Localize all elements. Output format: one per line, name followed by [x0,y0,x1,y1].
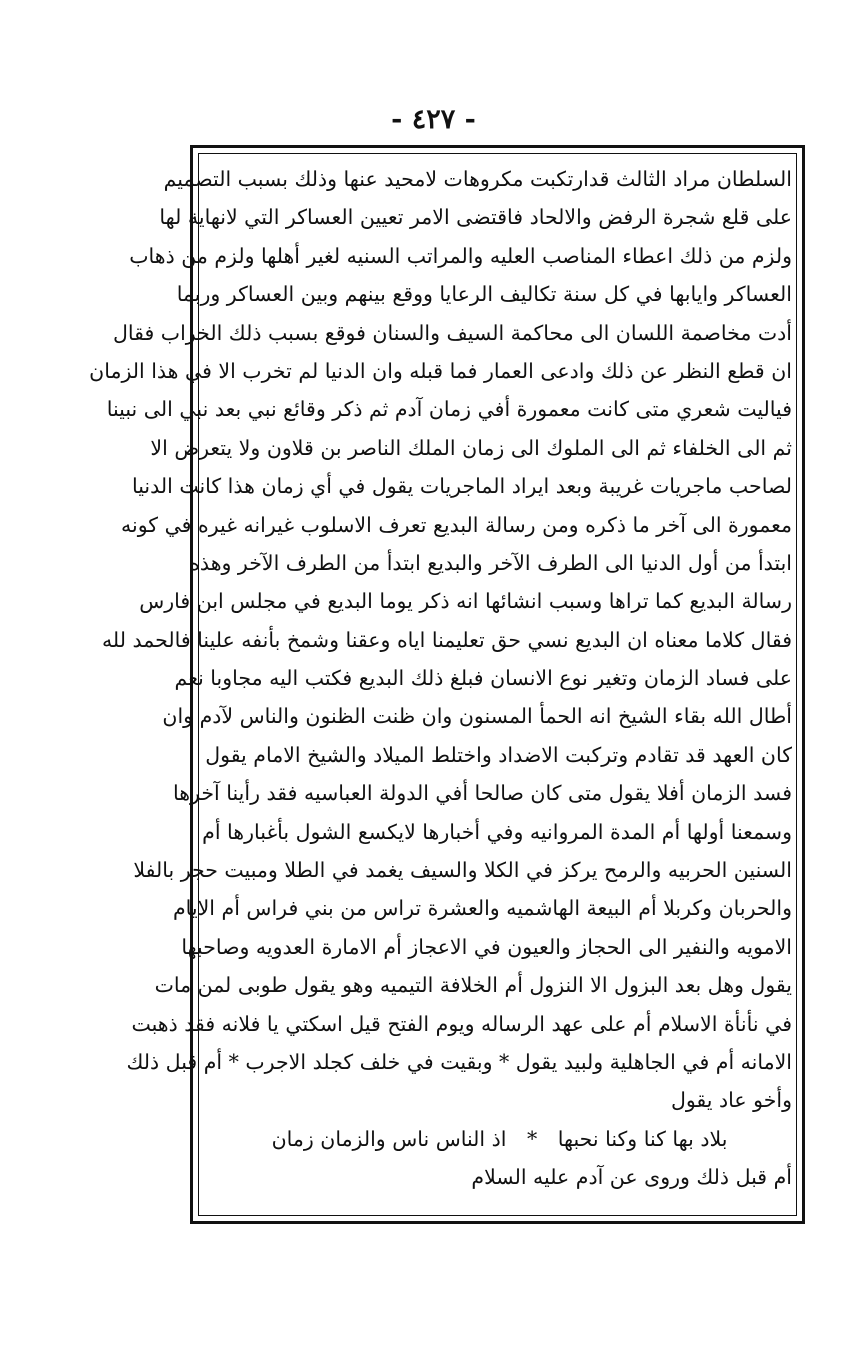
text-line: معمورة الى آخر ما ذكره ومن رسالة البديع تعرف الاسلوب غيرانه غيره في كونه [121,512,792,537]
text-line: والحربان وكربلا أم البيعة الهاشميه والعشرة تراس من بني فراس أم الايام [172,896,792,921]
text-line: ولزم من ذلك اعطاء المناصب العليه والمراتب السنيه لغير أهلها ولزم من ذهاب [129,243,792,268]
text-line: العساكر وايابها في كل سنة تكاليف الرعايا ووقع بينهم وبين العساكر وربما [176,282,792,307]
text-line: أطال الله بقاء الشيخ انه الحمأ المسنون وان ظنت الظنون والناس لآدم وان [162,704,792,729]
text-line: كان العهد قد تقادم وتركبت الاضداد واختلط الميلاد والشيخ الامام يقول [205,742,792,767]
text-line: الامويه والنفير الى الحجاز والعيون في الاعجاز أم الامارة العدويه وصاحبها [181,934,792,959]
text-line: أدت مخاصمة اللسان الى محاكمة السيف والسنان فوقع بسبب ذلك الخراب فقال [112,320,792,345]
text-line: وسمعنا أولها أم المدة المروانيه وفي أخبارها لايكسع الشول بأغبارها أم [202,819,792,844]
text-line: يقول وهل بعد البزول الا النزول أم الخلافة التيميه وهو يقول طوبى لمن مات [154,973,792,998]
last-line: أم قبل ذلك وروى عن آدم عليه السلام [471,1165,792,1190]
text-line: لصاحب ماجريات غريبة وبعد ايراد الماجريات يقول في أي زمان هذا كانت الدنيا [131,474,792,499]
text-line: فقال كلاما معناه ان البديع نسي حق تعليمنا اياه وعقنا وشمخ بأنفه علينا فالحمد لله [101,627,792,652]
text-line: السلطان مراد الثالث قدارتكبت مكروهات لامحيد عنها وذلك بسبب التصميم [163,167,792,191]
verse-hemistich-right: بلاد بها كنا وكنا نحبها [557,1126,728,1151]
text-line: الامانه أم في الجاهلية ولبيد يقول * وبقيت في خلف كجلد الاجرب * أم قبل ذلك [126,1049,792,1074]
text-line: وأخو عاد يقول [670,1088,792,1113]
text-line: رسالة البديع كما تراها وسبب انشائها انه ذكر يوما البديع في مجلس ابن فارس [139,589,792,614]
text-line: في نأنأة الاسلام أم على عهد الرساله ويوم الفتح قيل اسكتي يا فلانه فقد ذهبت [131,1011,792,1036]
verse-line [207,1120,792,1158]
page-number: - ٤٢٧ - [391,104,476,135]
text-line: فياليت شعري متى كانت معمورة أفي زمان آدم ثم ذكر وقائع نبي بعد نبي الى نبينا [106,397,792,422]
body-text [89,160,792,1197]
text-line: السنين الحربيه والرمح يركز في الكلا والسيف يغمد في الطلا ومبيت حجر بالفلا [133,858,792,883]
text-line: ابتدأ من أول الدنيا الى الطرف الآخر والبديع ابتدأ من الطرف الآخر وهذه [189,550,792,575]
text-line: على قلع شجرة الرفض والالحاد فاقتضى الامر تعيين العساكر التي لانهاية لها [159,205,792,230]
verse-separator: * [527,1126,538,1151]
text-line: ان قطع النظر عن ذلك وادعى العمار فما قبله وان الدنيا لم تخرب الا في هذا الزمان [89,358,792,383]
text-line: ثم الى الخلفاء ثم الى الملوك الى زمان الملك الناصر بن قلاون ولا يتعرض الا [150,435,792,460]
text-line: على فساد الزمان وتغير نوع الانسان فبلغ ذلك البديع فكتب اليه مجاوبا نعم [174,666,792,691]
verse-hemistich-left: اذ الناس ناس والزمان زمان [271,1126,507,1151]
text-line: فسد الزمان أفلا يقول متى كان صالحا أفي الدولة العباسيه فقد رأينا آخرها [173,781,792,806]
